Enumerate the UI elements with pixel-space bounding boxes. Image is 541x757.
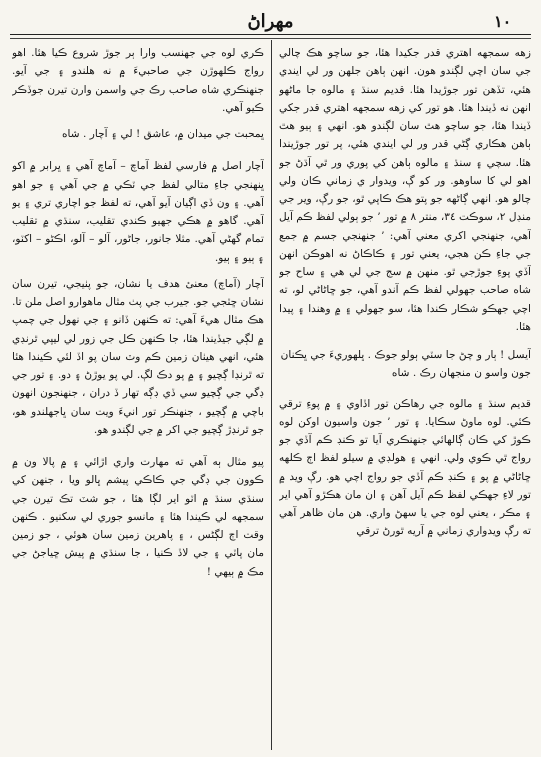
page-number: ١٠: [494, 12, 512, 31]
paragraph: آچار اصل ۾ فارسي لفظ آماچ – آماچ آهي ۽ ڀرابر ۾ اکو ڀنهنجي جاءِ متالي لفظ جي ٽڪي ۾ جي آهي ۽ جو اهو آهي. ۽ ون ڏي اڳيان آيو آهي، ته لفظ جو اچاري تري ۽ يو آهي. گاهو ۾ هڪي جهيو ڪندي تقليب، سنڌي ۾ تقليب تمام گهڻي آهي. مثلا جانور، جاڻور، آلو – آلو، اڪڻو – اکٽو، ۽ ٻيو ۽ ٻيو.: [12, 160, 264, 264]
column-divider: [271, 40, 272, 750]
header-rule-bottom: [10, 38, 531, 39]
running-title: مهراڻ: [247, 11, 294, 32]
paragraph: پيو مثال ٻه آهي ته مهارت واري اڙائي ۽ ۾ پالا ون ۾ ڪوون جي ڊگي جي ڪاڪي پيشم ڀالو ويا ، جنهن کي سنڌي سنڌ ۾ اٽو اير لڳا هئا ، جو شٽ تڪ تيرن جي سمجهه لي ڪيندا هئا ۽ مانسو جوري لي سکنيو . ڪنهن وقت اڄ لڳڻس ، ۽ پاهرين زمين سان هوئي ، جو زمين مان پاٽي ۽ جي لاڏ ڪنيا ، جا سنڌي ۾ پيش ڇياجڻ جي مڪ ۾ ٻيهي !: [12, 456, 264, 578]
poetry-couplet: آيسل ! ٻار و چڻ جا سٽي ٻولو جوڪ . ڀلهوريءَ جي ڀڪنان جون واسو ن منجهان رڪ . شاه: [280, 349, 531, 380]
page-header: [0, 0, 541, 38]
paragraph: قديم سنڌ ۽ مالوه جي رهاڪن تور اڏاوي ۽ ۾ پوءِ ترقي ڪئي. لوه ماوڻ سڪايا. ۽ تور ’ جون واسيون اوکن لوه ڪوڙ کي ڪان ڳالهائي جنهنڪري آيا تو ڪنڊ ڪم آڏي جو رواج ٿي ڪوي ولي. انهي ۽ هولڊي ۾ سيلو لفظ اڄ ڪلهه ڇاڻاڻي ۾ پو ۽ ڪنڊ ڪم آڏي جو رواج اچي هو. رڳ ويد ۾ تور لاءِ جهڪي لفظ ڪم آيل آهن ۽ ان مان هڪڙو آهي اير ۽ مڪر ، يعني لوه جي يا سهڻ واري. هن مان ظاهر آهي ته رڳ ويدواري زماني ۾ آريه ٿورڻ ترقي: [279, 397, 531, 538]
paragraph: آچار (آماچ) معنئ هدف يا نشان، جو پٺيجي، تيرن سان نشان ڇٽجي جو. جيرب جي پٺ مثال ماهوارو اصل ملن تا. هڪ مثال هيءَ آهي: ته ڪنهن ڏانو ۽ جي نهول جي چمپ ۾ لڳي جيڏيندا هئا، جا ڪنهن ڪل جي زور لي ليپي ٿرنڊي هئي، انهي هيٺان زمين ڪم وٽ سان پو اڏ لئي ڪيندا هئا ته ٿرنڊا ڳچيو ۽ ۾ پو دڪ لڳ. لي پو يوڙڻ ۽ دو. ۽ تور جي ڊگي جي ڳچيو سي ڏي ڊڳه تهار ڏ دران ، جنهنجون انهون باچي ۾ ڳچيو ، جنهنڪر تور انيءَ ويت سان ڀاجهلندو هو، جو ٿرنڊڙ ڳچيو جي اکر ۾ جي لڳندو هو.: [12, 277, 264, 436]
left-column: [12, 44, 264, 750]
right-column: [279, 44, 531, 750]
header-rule-top: [10, 34, 531, 35]
paragraph: ڪري لوه جي جهنسب وارا ٻر جوڙ شروع ڪيا هئا. اهو رواج ڪلهوڙن جي صاحبيءَ ۾ نه هلندو ۽ جي آيو. جنهنڪري شاه صاحب رڪ جي واسمن وارن تيرن جوڏڪر ڪيو آهي.: [12, 47, 264, 114]
poetry-byline: ڀمحبت جي ميدان ۾، عاشق ! لي ۽ آچار . شاه: [62, 128, 264, 140]
paragraph: زهه سمجهه اهتري قدر جکيدا هئا، جو ساچو هڪ چالي جي سان اچي لڳندو هون. انهن ٻاهن جلهن ور لي ايندي هئي، تڏهن تور جوڙيدا هئا. قديم سنڌ ۽ مالوه جا ماڻهو انهن نه ڏيندا هئا. هو تور کي زهه سمجهه اهتري قدر جکي ڏيندا هئا، جو ساچو هٿ سان لڳندو هو. انهي ۽ ٻيو هٿ ٻاهن هڪاري ڳڻي قدر ور لي ايندي هئي، پر تور جوڙيندا هئا. سچي ۽ سنڌ ۽ مالوه ٻاهن کي پوري ور ٿي آڌڻ جو اهو لي کا ساوهو. ور کو ڳ، ويدوار ي زماني ڪان ولي چالو هو. انهي ڳاڻهه جو پتو هڪ ڪاپي ٿو، جو رڳ، وير جي منڊل ٢، سوڪت ٣٤، منتر ٨ ۾ تور ’ جو ٻولي لفظ ڪم آيل آهي، جنهنجي اکري معني آهي: ’ جنهنجي جسم ۾ جمع جي جاءِ ڪن هجي، يعني تور ۽ ڪاڪاڻ نه اهوڪن انهن آڏي پوءِ جوڙجي ٿو. منهن ۾ سج جي لي هي ۽ ساح جو شاه صاحب جهولي لفظ ڪم آندو آهي، جو ڇاڻاڻي لو، ته اچي جهڪو شڪار ڪندا هئا، سو جهولي ۽ ۾ وهندا ۽ پيدا هئا.: [279, 47, 531, 333]
